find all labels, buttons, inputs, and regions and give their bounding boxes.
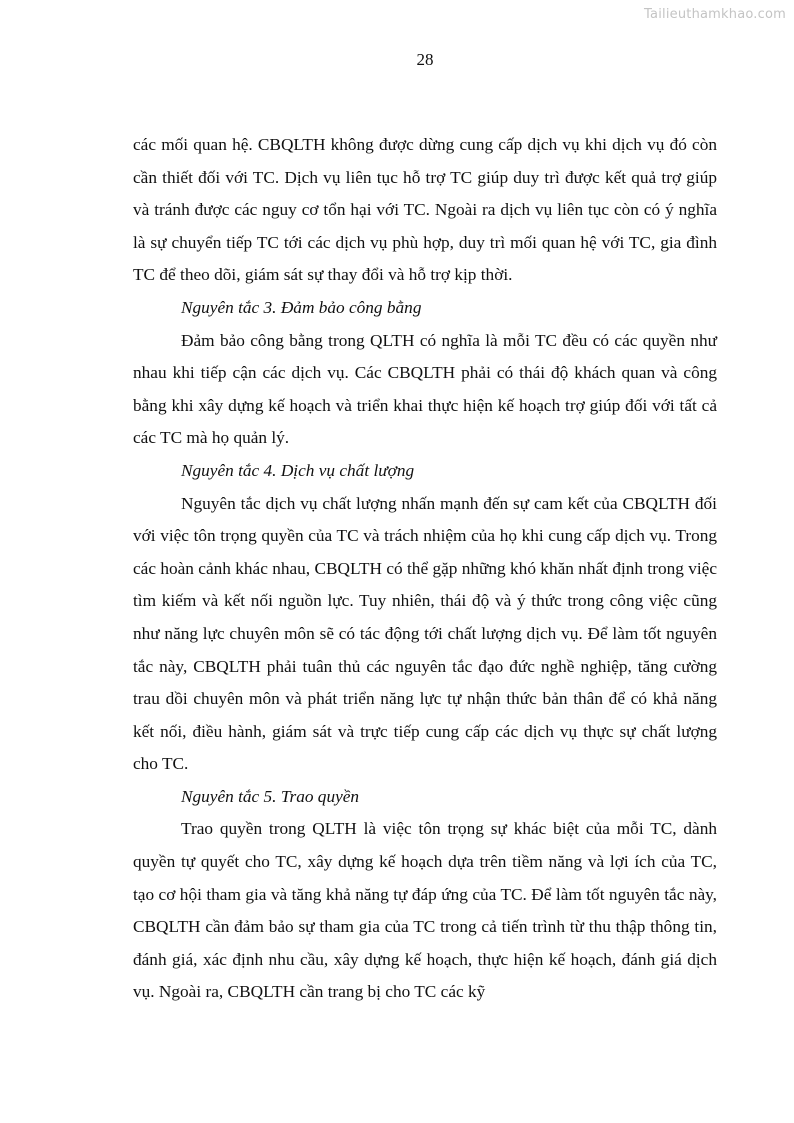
document-body — [133, 129, 717, 1009]
section-heading-principle-5: Nguyên tắc 5. Trao quyền — [181, 786, 360, 806]
paragraph-principle-4: Nguyên tắc dịch vụ chất lượng nhấn mạnh đến sự cam kết của CBQLTH đối với việc tôn trọng quyền của TC và trách nhiệm của họ khi cung cấp dịch vụ. Trong các hoàn cảnh khác nhau, CBQLTH có thể gặp những khó khăn nhất định trong việc tìm kiếm và kết nối nguồn lực. Tuy nhiên, thái độ và ý thức trong công việc cũng như năng lực chuyên môn sẽ có tác động tới chất lượng dịch vụ. Để làm tốt nguyên tắc này, CBQLTH phải tuân thủ các nguyên tắc đạo đức nghề nghiệp, tăng cường trau dồi chuyên môn và phát triển năng lực tự nhận thức bản thân để có khả năng kết nối, điều hành, giám sát và trực tiếp cung cấp các dịch vụ thực sự chất lượng cho TC. — [133, 493, 717, 774]
section-heading-principle-3: Nguyên tắc 3. Đảm bảo công bằng — [181, 297, 422, 317]
page-number: 28 — [416, 50, 434, 69]
watermark: Tailieuthamkhao.com — [644, 7, 786, 22]
paragraph-principle-5: Trao quyền trong QLTH là việc tôn trọng sự khác biệt của mỗi TC, dành quyền tự quyết cho TC, xây dựng kế hoạch dựa trên tiềm năng và lợi ích của TC, tạo cơ hội tham gia và tăng khả năng tự đáp ứng của TC. Để làm tốt nguyên tắc này, CBQLTH cần đảm bảo sự tham gia của TC trong cả tiến trình từ thu thập thông tin, đánh giá, xác định nhu cầu, xây dựng kế hoạch, thực hiện kế hoạch, đánh giá dịch vụ. Ngoài ra, CBQLTH cần trang bị cho TC các kỹ — [133, 819, 717, 1002]
paragraph-continuation: các mối quan hệ. CBQLTH không được dừng cung cấp dịch vụ khi dịch vụ đó còn cần thiết đối với TC. Dịch vụ liên tục hỗ trợ TC giúp duy trì được kết quả trợ giúp và tránh được các nguy cơ tổn hại với TC. Ngoài ra dịch vụ liên tục còn có ý nghĩa là sự chuyển tiếp TC tới các dịch vụ phù hợp, duy trì mối quan hệ với TC, gia đình TC để theo dõi, giám sát sự thay đổi và hỗ trợ kịp thời. — [133, 135, 717, 285]
section-heading-principle-4: Nguyên tắc 4. Dịch vụ chất lượng — [181, 460, 415, 480]
paragraph-principle-3: Đảm bảo công bằng trong QLTH có nghĩa là mỗi TC đều có các quyền như nhau khi tiếp cận các dịch vụ. Các CBQLTH phải có thái độ khách quan và công bằng khi xây dựng kế hoạch và triển khai thực hiện kế hoạch trợ giúp đối với tất cả các TC mà họ quản lý. — [133, 330, 717, 448]
